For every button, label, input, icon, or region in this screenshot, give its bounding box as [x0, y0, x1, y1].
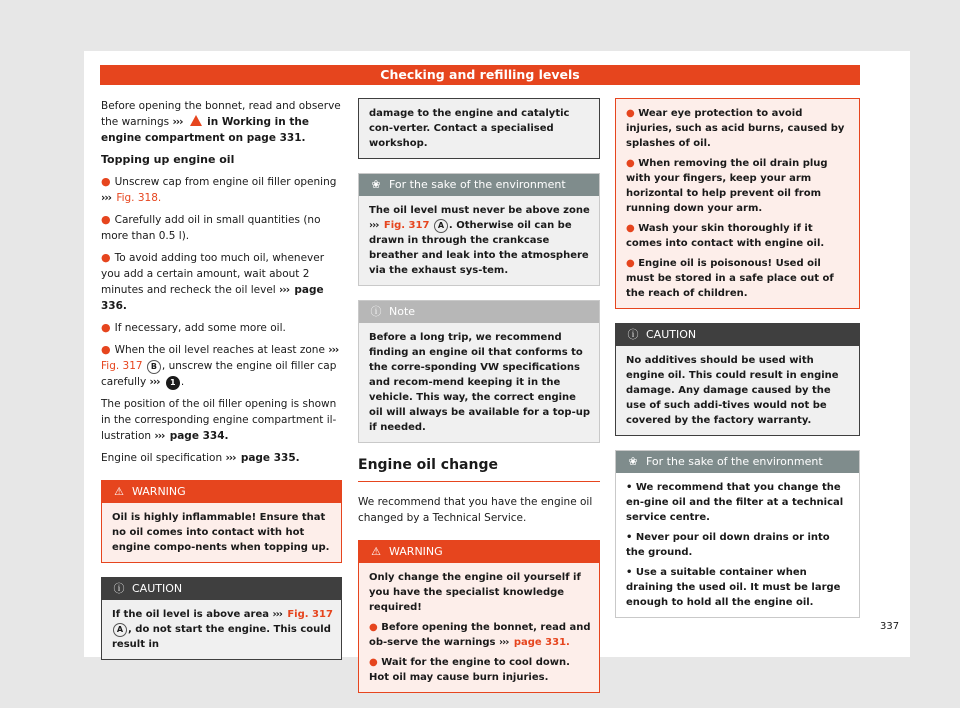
intro-link[interactable]: in Working in the engine compartment on page 331.: [101, 116, 310, 144]
environment-title: For the sake of the environment: [646, 455, 823, 468]
list-item: ● Carefully add oil in small quantities (no more than 0.5 l).: [101, 213, 321, 242]
warning-title: WARNING: [389, 545, 443, 558]
position-paragraph: The position of the oil filler opening is shown in the corresponding engine compartment il-lustration ››› page 334.: [101, 398, 337, 442]
caution-box: ⓘ CAUTION If the oil level is above area ››› Fig. 317 A , do not start the engine. This could result in: [101, 577, 342, 660]
page-header: Checking and refilling levels: [100, 65, 860, 85]
list-item: ● If necessary, add some more oil.: [101, 321, 286, 334]
page-number: 337: [880, 621, 900, 632]
warning-title: WARNING: [132, 485, 186, 498]
subheading: Topping up engine oil: [101, 153, 235, 166]
letter-b-badge: B: [147, 360, 161, 374]
caution-box-continued: [358, 98, 600, 159]
page-link[interactable]: page 331.: [513, 637, 570, 648]
note-box: [358, 300, 600, 443]
fig-link[interactable]: Fig. 317: [287, 609, 333, 620]
page-link[interactable]: page 336.: [101, 284, 324, 312]
list-item: ● Engine oil is poisonous! Used oil must be stored in a safe place out of the reach of children.: [626, 258, 834, 299]
note-icon: ⓘ: [370, 305, 382, 318]
environment-box: ❀ For the sake of the environment The oil level must never be above zone ››› Fig. 317 A . Otherwise oil can be drawn in through the crankcase breather and leak into the atmosphere via the exhaust sys-tem.: [358, 173, 600, 286]
intro-paragraph: Before opening the bonnet, read and observe the warnings ››› in Working in the engine compartment on page 331.: [101, 100, 341, 144]
warning-triangle-icon: ⚠: [114, 485, 124, 498]
warning-triangle-icon: [190, 115, 202, 126]
caution-title: CAUTION: [646, 328, 697, 341]
caution-box: [615, 323, 860, 436]
environment-title: For the sake of the environment: [389, 178, 566, 191]
environment-leaf-icon: ❀: [628, 455, 638, 468]
list-item: ● When removing the oil drain plug with your fingers, keep your arm horizontal to help prevent oil from running down your arm.: [626, 158, 828, 214]
list-item: • Use a suitable container when draining the used oil. It must be large enough to hold all the engine oil.: [626, 567, 841, 608]
list-item: ● Unscrew cap from engine oil filler opening ››› Fig. 318.: [101, 175, 337, 204]
environment-box: [615, 450, 860, 618]
page-link[interactable]: page 334.: [169, 430, 229, 442]
caution-title: CAUTION: [132, 582, 183, 595]
list-item: • We recommend that you change the en-gine oil and the filter at a technical service centre.: [626, 482, 844, 523]
caution-circle-icon: ⓘ: [627, 328, 639, 341]
column-1: [101, 98, 342, 674]
environment-leaf-icon: ❀: [371, 178, 381, 191]
warning-box: [101, 480, 342, 563]
caution-circle-icon: ⓘ: [113, 582, 125, 595]
section-paragraph: We recommend that you have the engine oil changed by a Technical Service.: [358, 496, 593, 524]
note-title: Note: [389, 305, 416, 318]
fig-link[interactable]: Fig. 317: [383, 220, 430, 231]
column-3: [615, 98, 860, 632]
fig-link[interactable]: Fig. 317: [101, 360, 143, 372]
warning-box: [358, 540, 600, 693]
page-link[interactable]: page 335.: [240, 452, 300, 464]
column-2: [358, 98, 600, 707]
list-item: ● Wash your skin thoroughly if it comes into contact with engine oil.: [626, 223, 825, 249]
warning-text: Oil is highly inflammable! Ensure that no oil comes into contact with hot engine compo-nents when topping up.: [112, 512, 330, 553]
note-text: Before a long trip, we recommend finding an engine oil that conforms to the corre-sponding VW specifications and recom-mend keeping it in the vehicle. This way, the correct engine oil will always be available for a top-up if needed.: [369, 332, 591, 433]
fig-link[interactable]: Fig. 318.: [116, 192, 162, 204]
letter-a-badge: A: [434, 219, 448, 233]
letter-a-badge: A: [113, 623, 127, 637]
list-item: ● Wear eye protection to avoid injuries, such as acid burns, caused by splashes of oil.: [626, 108, 845, 149]
list-item: ● To avoid adding too much oil, whenever you add a certain amount, wait about 2 minutes and recheck the oil level ››› page 336.: [101, 251, 325, 312]
number-1-badge: 1: [166, 376, 180, 390]
list-item: • Never pour oil down drains or into the ground.: [626, 532, 830, 558]
warning-triangle-icon: ⚠: [371, 545, 381, 558]
section-heading: Engine oil change: [358, 457, 600, 482]
list-item: ● Before opening the bonnet, read and ob-serve the warnings ››› page 331.: [369, 622, 591, 648]
list-item: ● When the oil level reaches at least zone ››› Fig. 317 B , unscrew the engine oil filler cap carefully ››› 1 .: [101, 343, 339, 388]
caution-text: No additives should be used with engine oil. This could result in engine damage. Any damage caused by the use of such addi-tives would not be covered by the factory warranty.: [626, 355, 839, 426]
warning-box-continued: [615, 98, 860, 309]
warning-text: Only change the engine oil yourself if you have the specialist knowledge required!: [369, 572, 581, 613]
spec-paragraph: Engine oil specification ››› page 335.: [101, 452, 300, 464]
list-item: ● Wait for the engine to cool down. Hot oil may cause burn injuries.: [369, 657, 570, 683]
caution-text: damage to the engine and catalytic con-verter. Contact a specialised workshop.: [369, 108, 570, 149]
